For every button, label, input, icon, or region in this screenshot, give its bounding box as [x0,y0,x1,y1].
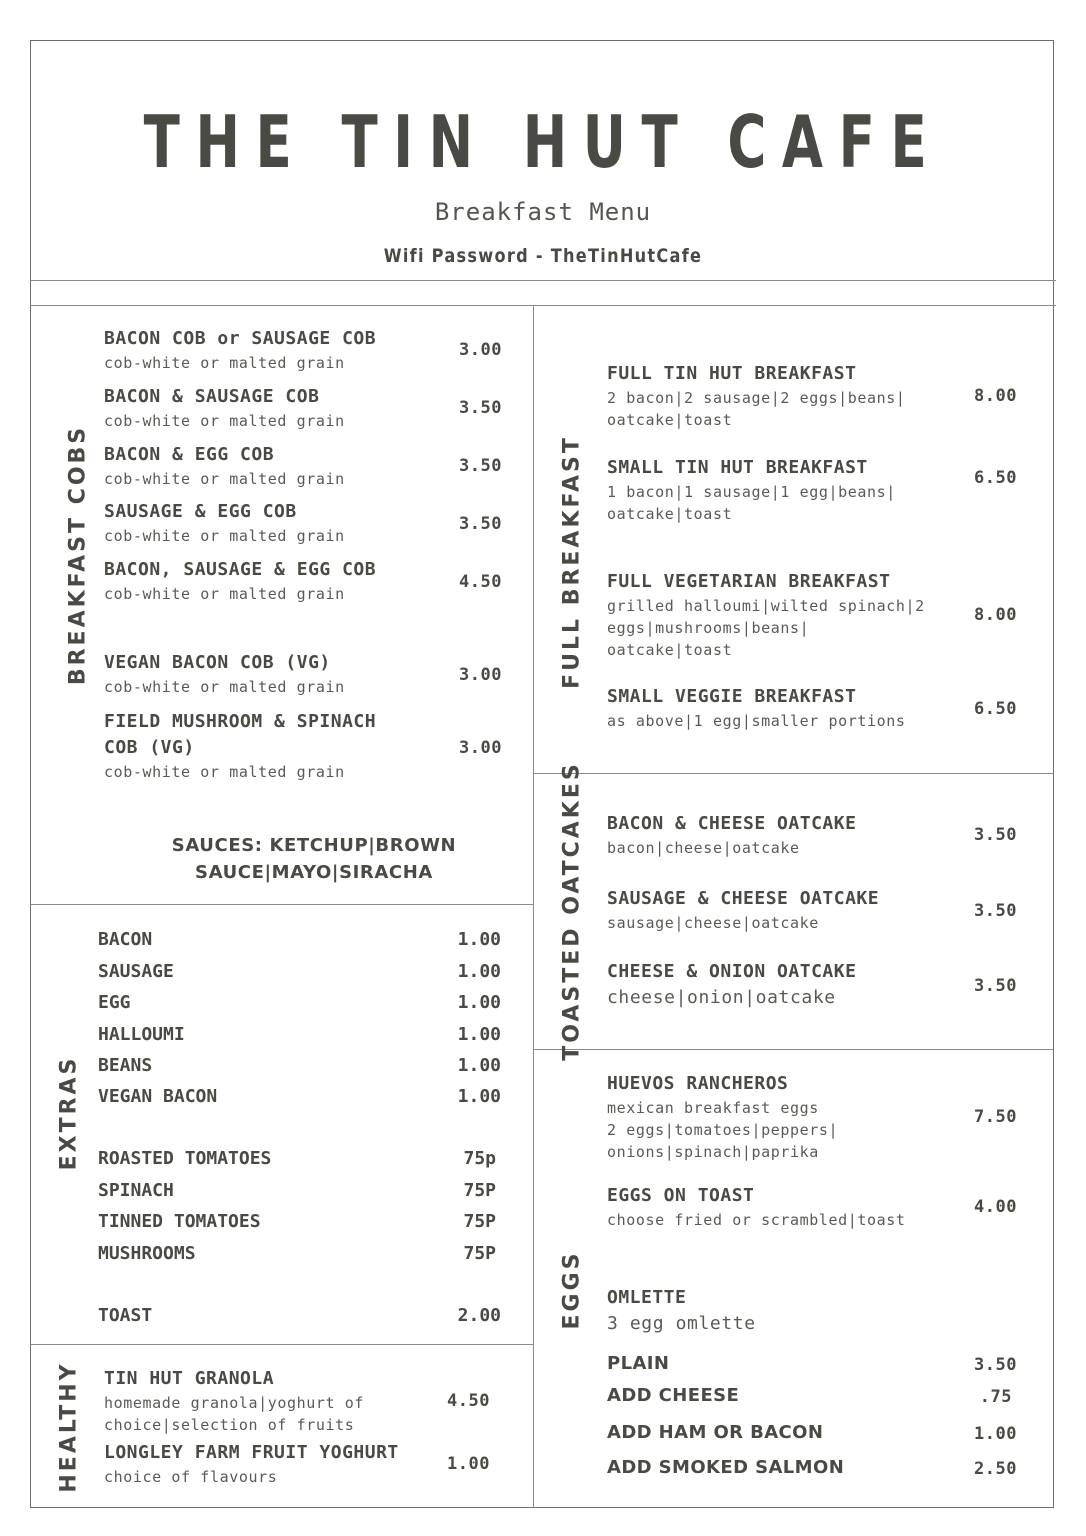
extra-price: 2.00 [457,1305,501,1326]
extra-name: TINNED TOMATOES [98,1211,261,1232]
section-heading: HEALTHY [56,1361,82,1493]
item-price: 3.50 [974,825,1017,845]
section-heading: TOASTED OATCAKES [559,761,585,1061]
menu-item: TIN HUT GRANOLA homemade granola|yoghurt of choice|selection of fruits [104,1368,365,1434]
menu-item: EGGS ON TOAST choose fried or scrambled|toast [607,1185,906,1229]
omelette-option: ADD HAM OR BACON [607,1422,824,1443]
menu-item: BACON & SAUSAGE COB cob-white or malted grain [104,386,345,430]
menu-item: SMALL TIN HUT BREAKFAST 1 bacon|1 sausage|1 egg|beans| oatcake|toast [607,457,896,523]
extra-price: 75P [463,1180,496,1201]
menu-item: SAUSAGE & CHEESE OATCAKE sausage|cheese|oatcake [607,888,880,932]
item-price: 3.00 [459,738,502,758]
section-heading: EXTRAS [56,1055,82,1171]
extra-price: 75p [463,1148,496,1169]
menu-item: FULL VEGETARIAN BREAKFAST grilled halloumi|wilted spinach|2 eggs|mushrooms|beans| oatcake|toast [607,571,925,659]
extra-name: SPINACH [98,1180,174,1201]
extra-name: BACON [98,929,153,950]
extra-name: HALLOUMI [98,1024,185,1045]
column-divider [533,305,534,1508]
extra-name: MUSHROOMS [98,1243,196,1264]
extra-price: 1.00 [457,961,501,982]
menu-item: FULL TIN HUT BREAKFAST 2 bacon|2 sausage|2 eggs|beans| oatcake|toast [607,363,906,429]
item-price: 3.50 [974,901,1017,921]
item-price: 4.00 [974,1197,1017,1217]
extra-price: 75P [463,1243,496,1264]
extra-name: ROASTED TOMATOES [98,1148,272,1169]
menu-item: CHEESE & ONION OATCAKE cheese|onion|oatcake [607,961,857,1008]
item-price: 3.00 [459,340,502,360]
omelette-item: OMLETTE 3 egg omlette [607,1287,756,1334]
sauces-note: SAUCES: KETCHUP|BROWN SAUCE|MAYO|SIRACHA [171,835,457,883]
menu-item: BACON COB or SAUSAGE COB cob-white or malted grain [104,328,377,372]
extra-price: 1.00 [457,1086,501,1107]
extras-healthy-divider [30,1344,533,1345]
extra-name: EGG [98,992,131,1013]
menu-item: VEGAN BACON COB (VG) cob-white or malted grain [104,652,345,696]
menu-item: FIELD MUSHROOM & SPINACH COB (VG) cob-white or malted grain [104,711,377,781]
cobs-extras-divider [30,904,533,905]
omelette-option: PLAIN [607,1353,670,1374]
menu-item: SAUSAGE & EGG COB cob-white or malted grain [104,501,345,545]
menu-item: BACON, SAUSAGE & EGG COB cob-white or malted grain [104,559,377,603]
item-price: 7.50 [974,1107,1017,1127]
extra-price: 1.00 [457,1024,501,1045]
extra-name: BEANS [98,1055,153,1076]
extra-price: 1.00 [457,929,501,950]
option-price: 1.00 [974,1424,1017,1444]
omelette-option: ADD CHEESE [607,1385,740,1406]
menu-item: BACON & EGG COB cob-white or malted grain [104,444,345,488]
cafe-title: THE TIN HUT CAFE [143,100,943,184]
menu-item: BACON & CHEESE OATCAKE bacon|cheese|oatcake [607,813,857,857]
section-heading: BREAKFAST COBS [65,424,91,686]
item-price: 3.50 [459,398,502,418]
item-price: 3.50 [974,976,1017,996]
omelette-option: ADD SMOKED SALMON [607,1457,845,1478]
oatcakes-eggs-divider [533,1049,1054,1050]
item-price: 3.50 [459,514,502,534]
item-price: 1.00 [447,1454,490,1474]
section-heading: FULL BREAKFAST [559,435,585,689]
option-price: .75 [979,1387,1012,1407]
item-price: 6.50 [974,468,1017,488]
header-divider [30,280,1056,281]
extra-name: TOAST [98,1305,153,1326]
item-price: 8.00 [974,605,1017,625]
menu-subtitle: Breakfast Menu [434,198,652,226]
extra-name: VEGAN BACON [98,1086,218,1107]
item-price: 6.50 [974,699,1017,719]
full-oatcakes-divider [533,773,1054,774]
extra-price: 1.00 [457,1055,501,1076]
menu-item: HUEVOS RANCHEROS mexican breakfast eggs 2 eggs|tomatoes|peppers| onions|spinach|paprika [607,1073,839,1161]
item-price: 3.50 [459,456,502,476]
item-price: 8.00 [974,386,1017,406]
columns-top-divider [30,305,1056,306]
item-price: 4.50 [459,572,502,592]
option-price: 3.50 [974,1355,1017,1375]
item-price: 4.50 [447,1391,490,1411]
menu-item: LONGLEY FARM FRUIT YOGHURT choice of flavours [104,1442,399,1486]
section-heading: EGGS [559,1250,585,1330]
extra-price: 75P [463,1211,496,1232]
wifi-password: Wifi Password - TheTinHutCafe [383,245,703,267]
menu-item: SMALL VEGGIE BREAKFAST as above|1 egg|smaller portions [607,686,906,730]
extra-name: SAUSAGE [98,961,174,982]
extra-price: 1.00 [457,992,501,1013]
option-price: 2.50 [974,1459,1017,1479]
item-price: 3.00 [459,665,502,685]
